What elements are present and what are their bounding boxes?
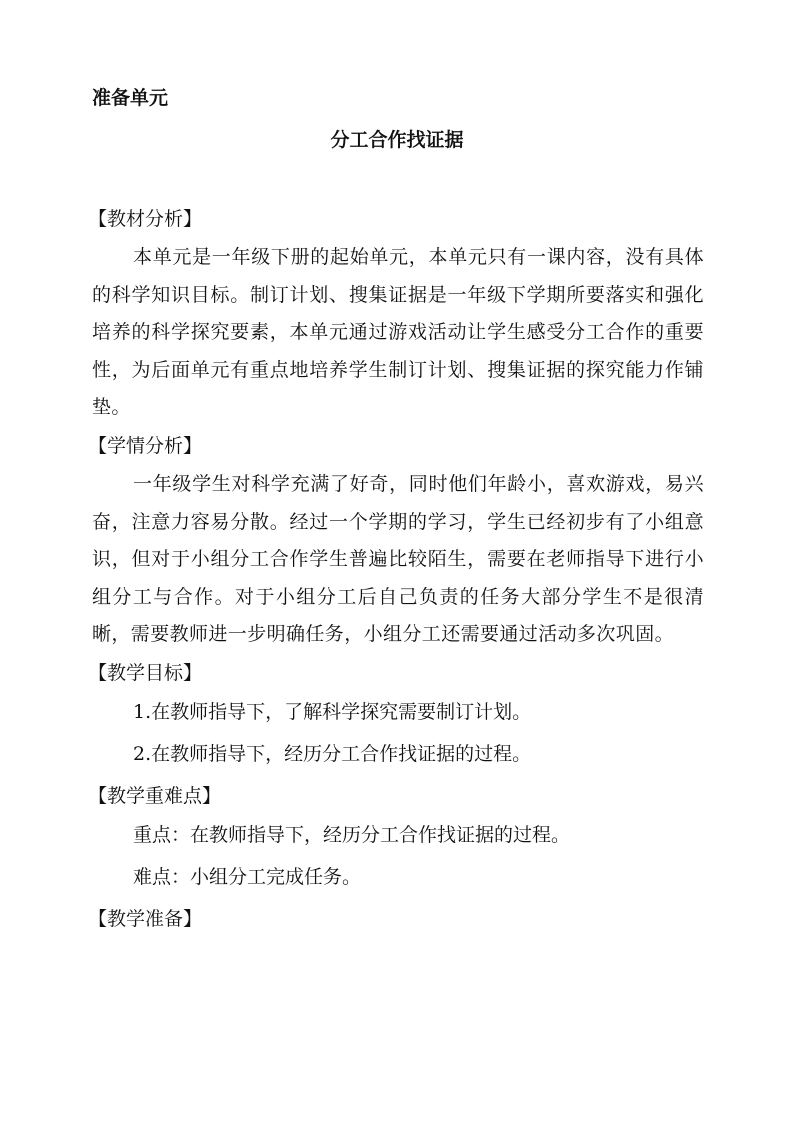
paragraph-student-analysis: 一年级学生对科学充满了好奇，同时他们年龄小，喜欢游戏，易兴奋，注意力容易分散。经过一个学期的学习，学生已经初步有了小组意识，但对于小组分工合作学生普遍比较陌生，需要在老师指导下进行小组分工与合作。对于小组分工后自己负责的任务大部分学生不是很清晰，需要教师进一步明确任务，小组分工还需要通过活动多次巩固。	[92, 472, 704, 646]
objective-item-2: 2.在教师指导下，经历分工合作找证据的过程。	[133, 742, 532, 765]
heading-material-analysis: 【教材分析】	[88, 208, 203, 230]
heading-student-analysis: 【学情分析】	[88, 434, 203, 457]
heading-teaching-preparation: 【教学准备】	[88, 907, 203, 930]
heading-key-difficult-points: 【教学重难点】	[88, 784, 222, 807]
unit-label: 准备单元	[92, 87, 169, 109]
heading-teaching-objectives: 【教学目标】	[88, 661, 203, 684]
difficult-point: 难点：小组分工完成任务。	[133, 865, 362, 888]
objective-item-1: 1.在教师指导下，了解科学探究需要制订计划。	[133, 700, 532, 723]
paragraph-material-analysis: 本单元是一年级下册的起始单元，本单元只有一课内容，没有具体的科学知识目标。制订计划、搜集证据是一年级下学期所要落实和强化培养的科学探究要素，本单元通过游戏活动让学生感受分工合作的重要性，为后面单元有重点地培养学生制订计划、搜集证据的探究能力作铺垫。	[92, 246, 704, 419]
page-title: 分工合作找证据	[330, 129, 464, 151]
document-body	[88, 200, 704, 939]
key-point: 重点：在教师指导下，经历分工合作找证据的过程。	[133, 823, 571, 846]
